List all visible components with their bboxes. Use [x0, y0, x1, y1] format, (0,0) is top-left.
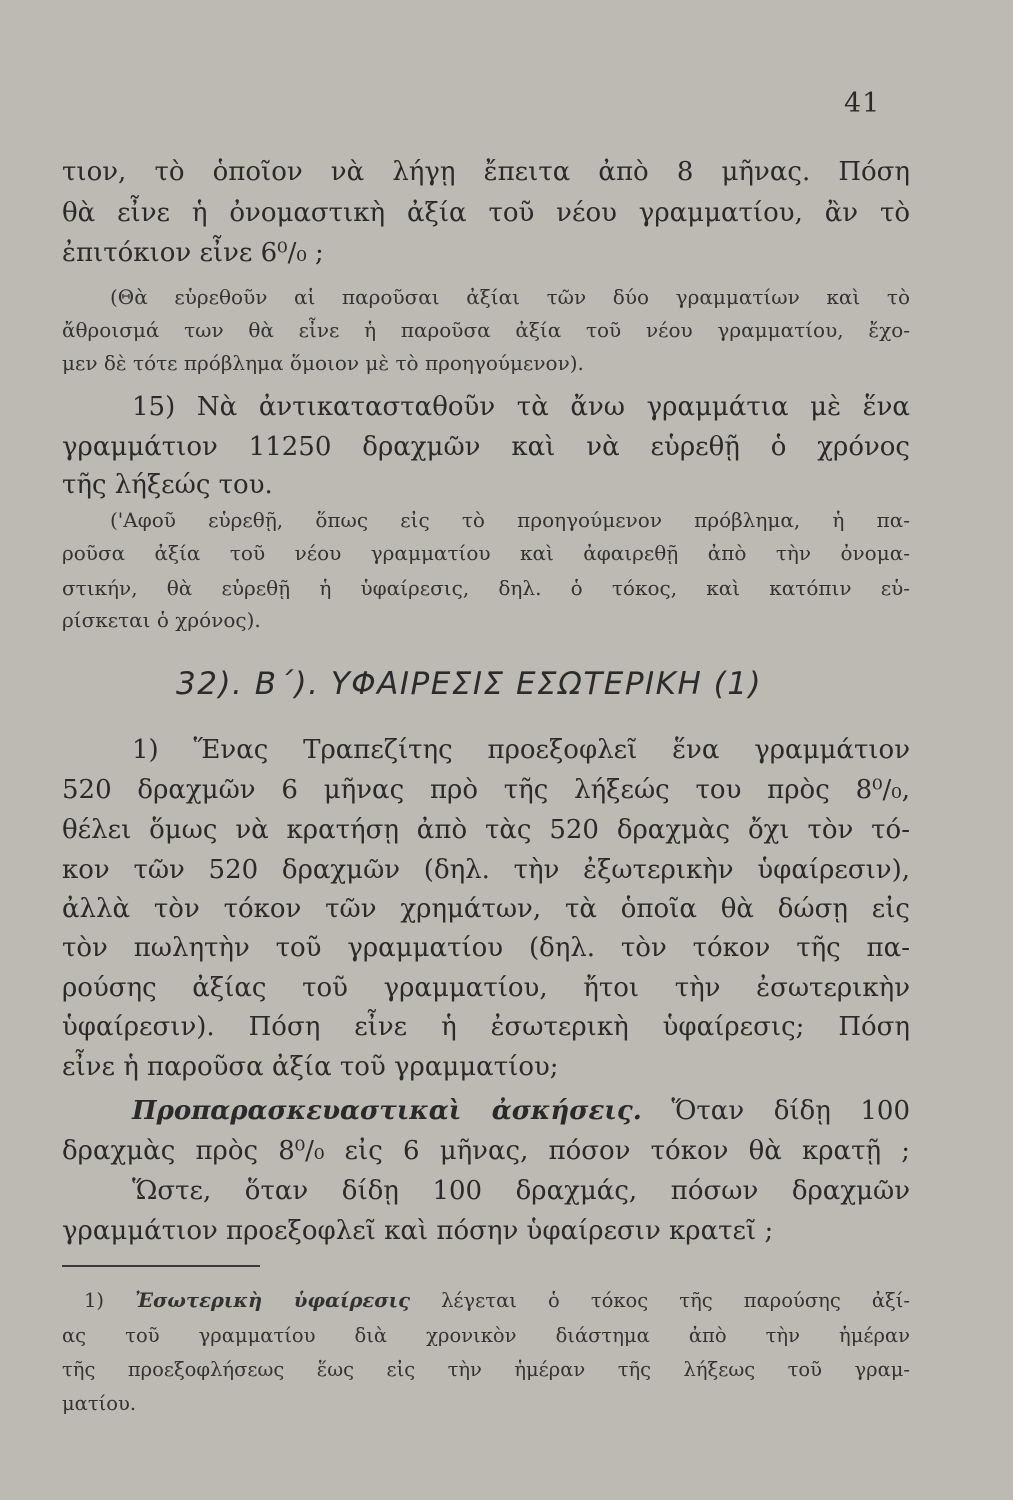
exercise-line: Ὥστε, ὅταν δίδῃ 100 δραχμάς, πόσων δραχμῶν	[132, 1176, 910, 1206]
text-line: ἐπιτόκιον εἶνε 6⁰/₀ ;	[62, 238, 324, 268]
text-line: 520 δραχμῶν 6 μῆνας πρὸ τῆς λήξεώς του πρὸς 8⁰/₀,	[62, 775, 910, 805]
text-line: τὸν πωλητὴν τοῦ γραμματίου (δηλ. τὸν τόκον τῆς πα-	[62, 933, 910, 963]
note-line: ἄθροισμά των θὰ εἶνε ἡ παροῦσα ἀξία τοῦ νέου γραμματίου, ἔχο-	[62, 318, 910, 342]
footnote-term: Ἐσωτερικὴ ὑφαίρεσις	[135, 1289, 410, 1312]
footnote-line	[84, 1289, 910, 1312]
text-line: 15) Νὰ ἀντικατασταθοῦν τὰ ἄνω γραμμάτια μὲ ἕνα	[132, 392, 910, 422]
exercise-line: δραχμὰς πρὸς 8⁰/₀ εἰς 6 μῆνας, πόσον τόκον θὰ κρατῇ ;	[62, 1136, 910, 1166]
text-line: 1) Ἕνας Τραπεζίτης προεξοφλεῖ ἕνα γραμμάτιον	[132, 735, 910, 765]
text-line: ἀλλὰ τὸν τόκον τῶν χρημάτων, τὰ ὁποῖα θὰ δώσῃ εἰς	[62, 894, 910, 924]
text-line: θὰ εἶνε ἡ ὀνομαστικὴ ἀξία τοῦ νέου γραμματίου, ἂν τὸ	[62, 198, 910, 228]
note-line: (Θὰ εὑρεθοῦν αἱ παροῦσαι ἀξίαι τῶν δύο γραμματίων καὶ τὸ	[110, 285, 910, 309]
footnote-line: ματίου.	[62, 1392, 137, 1415]
text-line: θέλει ὅμως νὰ κρατήσῃ ἀπὸ τὰς 520 δραχμὰς ὄχι τὸν τό-	[62, 815, 910, 845]
page-number: 41	[844, 88, 881, 119]
footnote-line: τῆς προεξοφλήσεως ἕως εἰς τὴν ἡμέραν τῆς λήξεως τοῦ γραμ-	[62, 1358, 910, 1381]
exercise-title: Προπαρασκευαστικαὶ ἀσκήσεις.	[132, 1096, 642, 1126]
note-line: ρίσκεται ὁ χρόνος).	[62, 608, 261, 632]
note-line: μεν δὲ τότε πρόβλημα ὅμοιον μὲ τὸ προηγούμενον).	[62, 351, 584, 375]
note-line: ροῦσα ἀξία τοῦ νέου γραμματίου καὶ ἀφαιρεθῇ ἀπὸ τὴν ὀνομα-	[62, 541, 910, 565]
text-line: γραμμάτιον 11250 δραχμῶν καὶ νὰ εὑρεθῇ ὁ χρόνος	[62, 432, 910, 462]
footnote-line: ας τοῦ γραμματίου διὰ χρονικὸν διάστημα ἀπὸ τὴν ἡμέραν	[62, 1324, 910, 1347]
text-line: εἶνε ἡ παροῦσα ἀξία τοῦ γραμματίου;	[62, 1052, 559, 1082]
text-line: ρούσης ἀξίας τοῦ γραμματίου, ἤτοι τὴν ἐσωτερικὴν	[62, 973, 910, 1003]
footnote-rule	[62, 1265, 260, 1267]
text-line: τιον, τὸ ὁποῖον νὰ λήγῃ ἔπειτα ἀπὸ 8 μῆνας. Πόση	[62, 157, 910, 187]
footnote-text: λέγεται ὁ τόκος τῆς παρούσης ἀξί-	[441, 1289, 911, 1312]
footnote-marker: 1)	[84, 1289, 105, 1312]
exercise-line	[132, 1096, 910, 1126]
section-heading: 32). Β΄). ΥΦΑΙΡΕΣΙΣ ΕΣΩΤΕΡΙΚΗ (1)	[176, 666, 763, 702]
text-line: τῆς λήξεώς του.	[62, 470, 273, 500]
note-line: στικήν, θὰ εὑρεθῇ ἡ ὑφαίρεσις, δηλ. ὁ τόκος, καὶ κατόπιν εὑ-	[62, 576, 910, 600]
exercise-text: Ὅταν δίδῃ 100	[671, 1096, 910, 1126]
text-line: ὑφαίρεσιν). Πόση εἶνε ἡ ἐσωτερικὴ ὑφαίρεσις; Πόση	[62, 1012, 910, 1042]
text-line: κον τῶν 520 δραχμῶν (δηλ. τὴν ἐξωτερικὴν ὑφαίρεσιν),	[62, 855, 910, 885]
note-line: ('Αφοῦ εὑρεθῇ, ὅπως εἰς τὸ προηγούμενον πρόβλημα, ἡ πα-	[110, 508, 910, 532]
exercise-line: γραμμάτιον προεξοφλεῖ καὶ πόσην ὑφαίρεσιν κρατεῖ ;	[62, 1216, 774, 1246]
